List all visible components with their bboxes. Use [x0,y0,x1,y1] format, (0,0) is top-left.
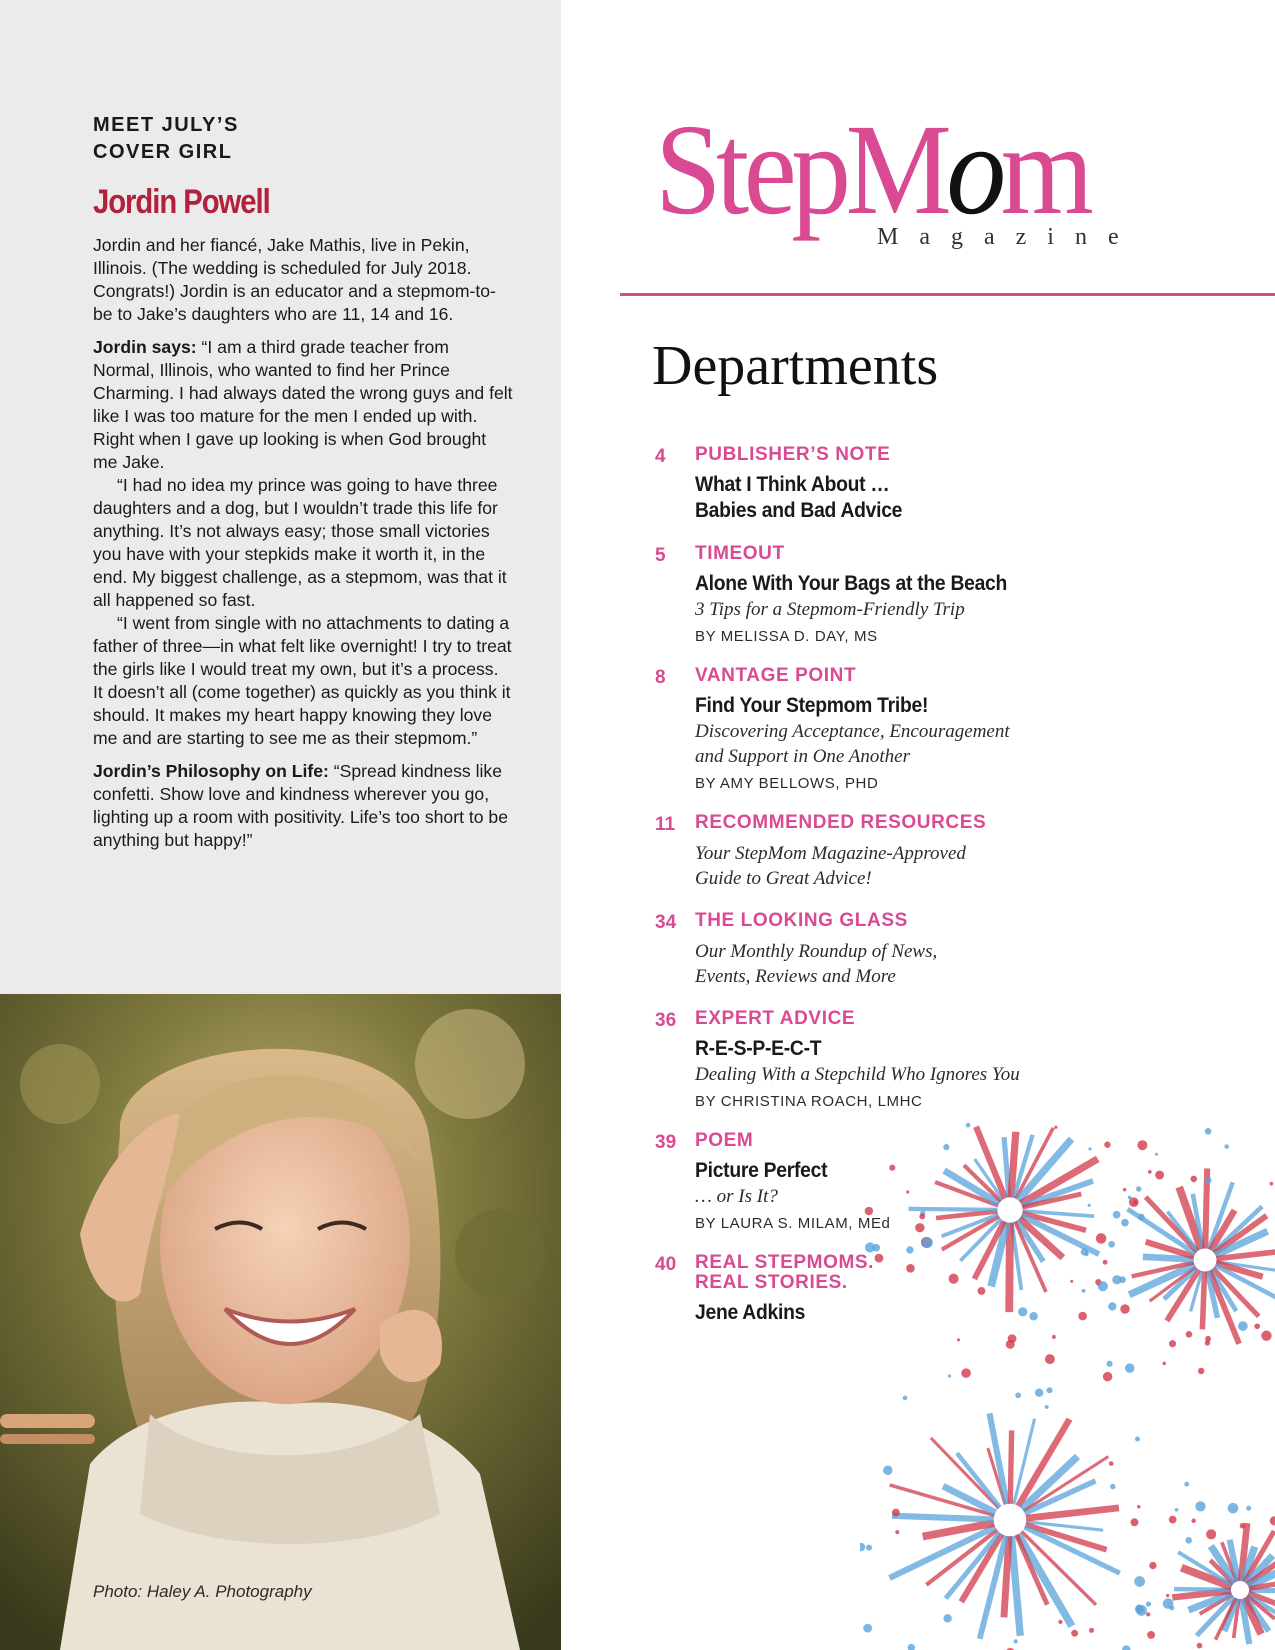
toc-entry[interactable] [655,1009,1095,1111]
firework-spark [865,1207,873,1215]
firework-spark [1170,1606,1175,1611]
toc-article-title: Find Your Stepmom Tribe! [695,694,929,717]
philosophy-label: Jordin’s Philosophy on Life: [93,761,329,781]
firework-spark [1070,1280,1073,1283]
firework-spark [961,1368,971,1378]
firework-spark [1169,1516,1177,1524]
says-paragraph-1: “I am a third grade teacher from Normal, Illinois, who wanted to find her Prince Charming. I had always dated the wrong guys and felt like I was too mature for the men I ended up with. Right when I gave up looking is when God brought me Jake. [93,337,513,472]
firework-spark [1270,1182,1274,1186]
firework-spark [1113,1211,1121,1219]
firework-spark [1228,1503,1239,1514]
firework-spark [966,1123,971,1128]
departments-heading: Departments [652,335,939,397]
firework-spark [1206,1529,1216,1539]
firework-spark [1185,1537,1192,1544]
toc-department-name: REAL STEPMOMS. REAL STORIES. [695,1252,875,1293]
toc-department-name: VANTAGE POINT [695,665,857,686]
firework-spark [1135,1605,1144,1614]
firework-spark [1045,1405,1049,1409]
firework-spark [1186,1331,1193,1338]
firework-spark [1137,1505,1140,1508]
firework-spark [1108,1302,1116,1310]
toc-article-title: R-E-S-P-E-C-T [695,1037,822,1060]
firework-spark [1018,1307,1027,1316]
firework-ray [1174,1589,1231,1590]
firework-spark [1198,1368,1204,1374]
firework-spark [1149,1562,1156,1569]
toc-article-subtitle: Our Monthly Roundup of News, Events, Reviews and More [695,941,938,987]
cover-girl-quote [93,336,513,852]
firework-spark [1134,1576,1145,1587]
firework-spark [1135,1437,1140,1442]
firework-spark [978,1287,986,1295]
philosophy-text: “Spread kindness like confetti. Show love and kindness wherever you go, lighting up a room with positivity. Life’s too short to be anything but happy!” [93,761,508,850]
firework-spark [1205,1340,1211,1346]
firework-spark [860,1543,865,1551]
firework-spark [1137,1140,1147,1150]
firework-spark [1088,1204,1091,1207]
toc-byline: BY LAURA S. MILAM, MEd [695,1215,891,1232]
toc-page-number: 5 [655,545,666,566]
toc-department-name: POEM [695,1130,754,1151]
header-divider [620,293,1275,296]
firework-spark [922,1237,933,1248]
firework-spark [903,1396,908,1401]
logo-text-m: m [1000,98,1089,242]
firework-spark [957,1338,960,1341]
firework-spark [1071,1630,1078,1637]
toc-page-number: 39 [655,1132,677,1153]
firework-spark [1108,1241,1115,1248]
toc-article-title: What I Think About … Babies and Bad Advice [695,473,903,522]
says-paragraph-2: “I had no idea my prince was going to have three daughters and a dog, but I wouldn’t trade this life for anything. It’s not always easy; those small victories you have with your stepkids make it worth it, in the end. My biggest challenge, as a stepmom, was that it all happened so fast. [93,475,507,610]
firework-spark [1197,1643,1203,1649]
firework-spark [1121,1219,1129,1227]
firework-spark [1045,1354,1055,1364]
firework-ray [1202,1271,1204,1329]
toc-byline: BY AMY BELLOWS, PHD [695,775,879,792]
firework-spark [1261,1331,1271,1341]
firework-spark [1147,1631,1155,1639]
firework-ray [1026,1508,1119,1518]
cover-girl-name: Jordin Powell [93,183,270,221]
firework-spark [1106,1361,1112,1367]
firework-spark [915,1223,924,1232]
firework-spark [1096,1233,1107,1244]
firework-ray [892,1516,994,1520]
firework-spark [1162,1362,1166,1366]
toc-entry[interactable] [655,911,1095,989]
toc-department-name: RECOMMENDED RESOURCES [695,812,987,833]
fireworks-illustration [860,1120,1275,1650]
firework-spark [1078,1312,1087,1321]
firework-spark [1084,1252,1088,1256]
firework-spark [1125,1363,1135,1373]
firework-spark [906,1264,915,1273]
firework-spark [1122,1645,1130,1650]
firework-spark [1155,1153,1158,1156]
firework-spark [906,1190,909,1193]
firework-spark [1191,1519,1195,1523]
toc-department-name: TIMEOUT [695,543,785,564]
firework-spark [1120,1304,1130,1314]
firework-spark [1014,1639,1018,1643]
firework-spark [1112,1275,1121,1284]
firework-spark [1128,1196,1132,1200]
logo-text-o: o [946,98,1001,242]
firework-spark [1035,1389,1043,1397]
firework-spark [889,1165,895,1171]
firework-spark [1130,1518,1138,1526]
toc-article-subtitle: Discovering Acceptance, Encouragement and Support in One Another [695,721,1010,767]
firework-spark [1054,1126,1057,1129]
firework-spark [1046,1387,1052,1393]
firework-spark [1103,1260,1108,1265]
firework-spark [943,1144,949,1150]
firework-spark [1104,1142,1110,1148]
toc-entry[interactable] [655,666,1095,793]
firework-spark [892,1509,900,1517]
firework-spark [1148,1170,1152,1174]
logo-wordmark [655,100,1088,240]
firework-spark [1224,1144,1229,1149]
firework-spark [1098,1281,1108,1291]
cover-girl-kicker: MEET JULY’S COVER GIRL [93,114,239,163]
toc-department-name: EXPERT ADVICE [695,1008,856,1029]
firework-spark [1029,1312,1037,1320]
toc-entry[interactable] [655,813,1095,891]
toc-article-subtitle: 3 Tips for a Stepmom-Friendly Trip [695,599,965,620]
firework-ray [1009,1223,1010,1313]
firework-spark [1103,1372,1112,1381]
toc-byline: BY CHRISTINA ROACH, LMHC [695,1093,923,1110]
firework-spark [1169,1340,1176,1347]
firework-ray [1010,1430,1011,1503]
firework-spark [908,1644,916,1650]
firework-spark [1015,1392,1021,1398]
firework-spark [863,1624,872,1633]
toc-department-name: PUBLISHER’S NOTE [695,444,891,465]
toc-article-subtitle: Dealing With a Stepchild Who Ignores You [695,1064,1020,1085]
firework-spark [865,1242,875,1252]
portrait-illustration [0,994,561,1650]
firework-spark [1155,1171,1164,1180]
firework-spark [1110,1484,1116,1490]
firework-spark [875,1254,884,1263]
logo-text-stepm: StepM [655,98,947,242]
firework-spark [1052,1335,1056,1339]
firework-spark [1008,1334,1017,1343]
toc-entry[interactable] [655,544,1095,646]
says-label: Jordin says: [93,337,197,357]
firework-spark [1238,1321,1248,1331]
toc-article-subtitle: … or Is It? [695,1186,778,1207]
cover-girl-photo [0,994,561,1650]
firework-spark [1270,1516,1275,1525]
toc-page-number: 40 [655,1254,677,1275]
cover-girl-intro: Jordin and her fiancé, Jake Mathis, live in Pekin, Illinois. (The wedding is scheduled for July 2018. Congrats!) Jordin is an educator and a stepmom-to-be to Jake’s daughters who are 11, 14 and 16. [93,235,496,324]
firework-spark [1240,1523,1246,1529]
firework-ray [908,1209,997,1210]
firework-spark [1088,1147,1091,1150]
cover-girl-content [93,112,513,852]
firework-spark [1133,1200,1137,1204]
toc-byline: BY MELISSA D. DAY, MS [695,628,878,645]
logo-subtitle: Magazine [877,224,1140,250]
toc-article-title: Alone With Your Bags at the Beach [695,572,1008,595]
says-paragraph-3: “I went from single with no attachments to dating a father of three—in what felt like overnight! I try to treat the girls like I would treat my own, but it’s a process. It doesn’t all (come together) as quickly as you think it should. It makes my heart happy knowing they love me and are starting to see me as their stepmom.” [93,613,512,748]
firework-ray [1011,1536,1020,1636]
toc-page-number: 36 [655,1010,677,1031]
toc-page-number: 11 [655,814,676,835]
firework-spark [1195,1501,1205,1511]
firework-spark [1146,1601,1151,1606]
firework-spark [1123,1188,1126,1191]
firework-spark [883,1466,892,1475]
firework-spark [949,1274,959,1284]
toc-department-name: THE LOOKING GLASS [695,910,908,931]
firework-spark [1205,1128,1212,1135]
toc-entry[interactable] [655,445,1095,524]
firework-spark [943,1614,951,1622]
firework-spark [1175,1508,1179,1512]
firework-spark [1136,1186,1141,1191]
firework-spark [895,1530,899,1534]
firework-spark [1205,1177,1211,1183]
firework-spark [1246,1506,1251,1511]
firework-spark [1166,1594,1169,1597]
photo-credit: Photo: Haley A. Photography [93,1582,312,1601]
firework-spark [1190,1176,1197,1183]
firework-spark [906,1246,913,1253]
firework-spark [1254,1323,1260,1329]
firework-spark [919,1214,925,1220]
firework-ray [976,1127,1005,1199]
toc-page-number: 4 [655,446,666,467]
firework-spark [948,1374,951,1377]
toc-page-number: 8 [655,667,666,688]
firework-spark [1146,1612,1150,1616]
firework-spark [1184,1482,1189,1487]
cover-girl-panel [0,0,561,994]
firework-spark [1058,1620,1062,1624]
toc-article-title: Jene Adkins [695,1301,806,1324]
firework-spark [1082,1289,1086,1293]
stepmom-magazine-logo [655,98,1175,262]
firework-spark [866,1545,872,1551]
toc-article-title: Picture Perfect [695,1159,828,1182]
toc-article-subtitle: Your StepMom Magazine-Approved Guide to Great Advice! [695,843,966,889]
firework-spark [1089,1628,1094,1633]
firework-spark [1109,1461,1114,1466]
toc-page-number: 34 [655,912,677,933]
